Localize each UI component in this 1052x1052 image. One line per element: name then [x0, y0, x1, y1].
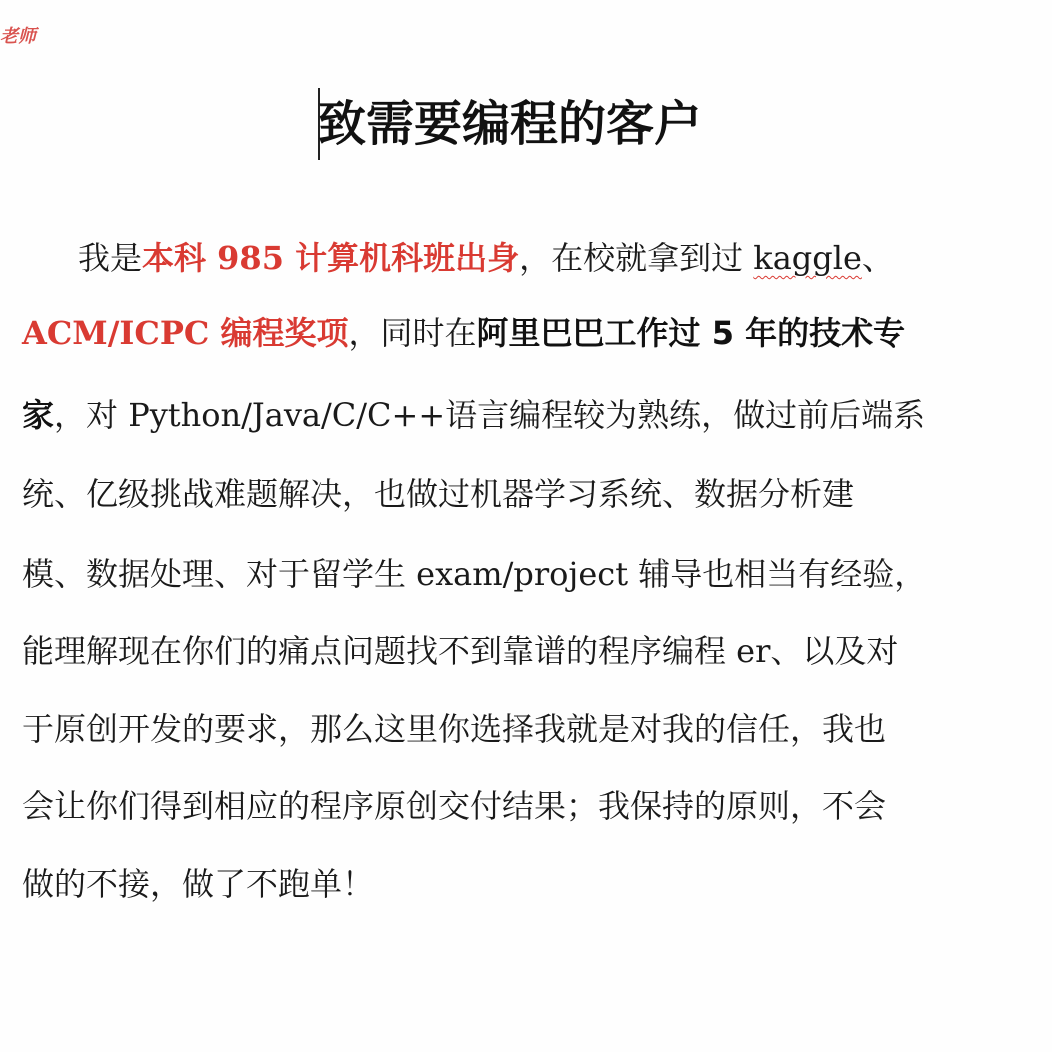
- paragraph-line-1: [78, 234, 894, 282]
- paragraph-line-7: 于原创开发的要求，那么这里你选择我就是对我的信任，我也: [22, 710, 887, 748]
- text-run: ，对 Python/Java/C/C++语言编程较为熟练，做过前后端系: [54, 396, 926, 434]
- text-run: 我是: [78, 239, 143, 277]
- text-run: 、: [861, 239, 894, 277]
- text-run: ，同时在: [348, 314, 477, 352]
- paragraph-line-6: 能理解现在你们的痛点问题找不到靠谱的程序编程 er、以及对: [22, 632, 899, 670]
- document-title: 致需要编程的客户: [318, 96, 703, 152]
- paragraph-line-9: 做的不接，做了不跑单！: [22, 865, 375, 903]
- highlight-award: ACM/ICPC 编程奖项: [22, 314, 349, 352]
- text-run: ，在校就拿到过: [519, 239, 754, 277]
- spellcheck-word: kaggle: [753, 239, 862, 277]
- highlight-experience-end: 家: [22, 396, 55, 434]
- highlight-education: 本科 985 计算机科班出身: [142, 239, 520, 277]
- watermark: 老师: [0, 26, 36, 47]
- paragraph-line-4: 统、亿级挑战难题解决，也做过机器学习系统、数据分析建: [22, 475, 855, 513]
- paragraph-line-5: 模、数据处理、对于留学生 exam/project 辅导也相当有经验，: [22, 555, 927, 593]
- highlight-experience: 阿里巴巴工作过 5 年的技术专: [476, 314, 906, 352]
- paragraph-line-8: 会让你们得到相应的程序原创交付结果；我保持的原则，不会: [22, 787, 887, 825]
- paragraph-line-3: [22, 391, 925, 439]
- paragraph-line-2: [22, 309, 905, 357]
